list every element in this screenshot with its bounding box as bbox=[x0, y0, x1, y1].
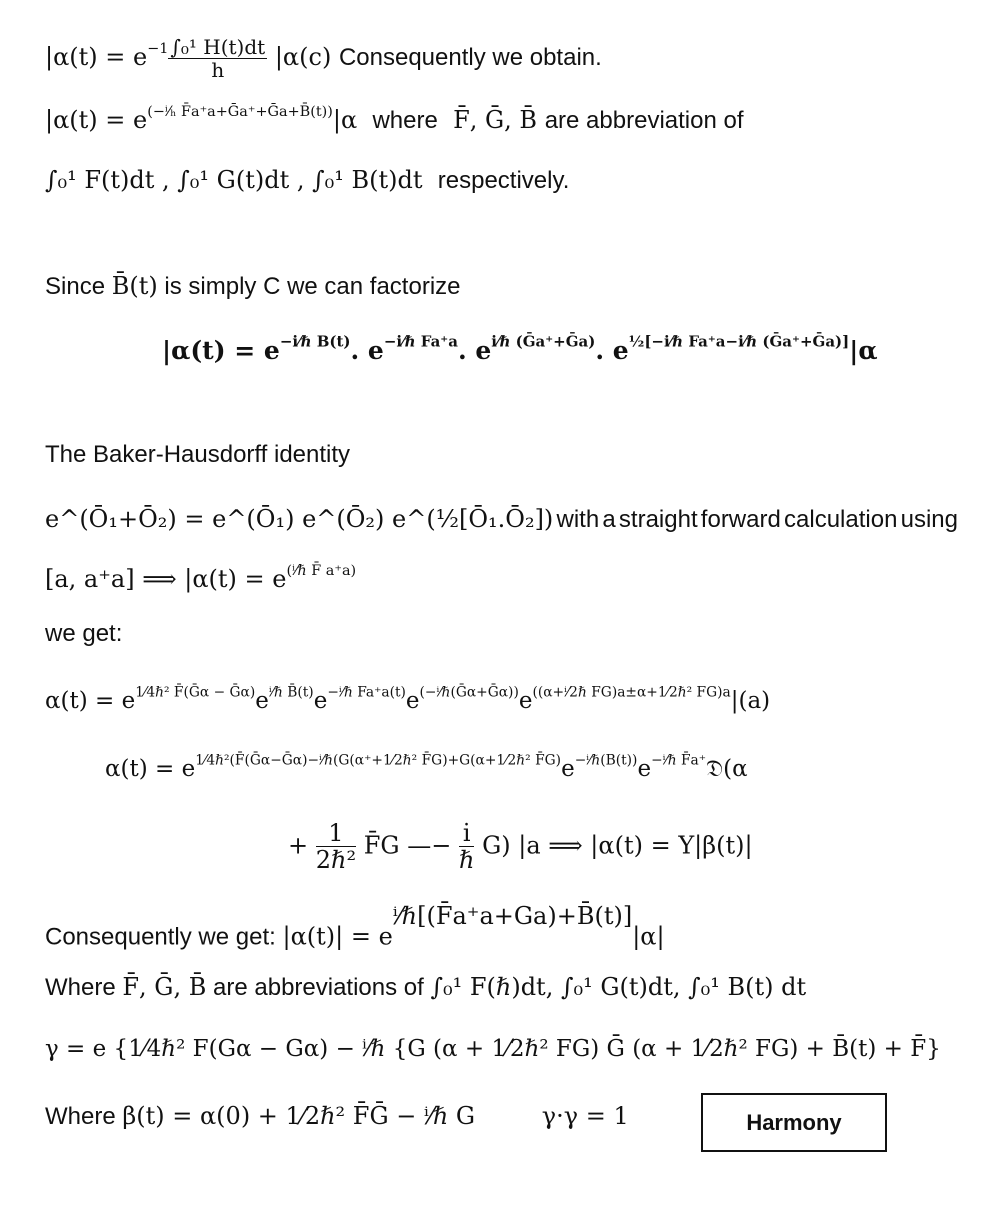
math: e bbox=[313, 688, 328, 714]
symbols: F̄, Ḡ, B̄ bbox=[453, 106, 538, 134]
math: . e bbox=[350, 336, 384, 365]
equation-line-12 bbox=[288, 820, 753, 874]
equation-line-16 bbox=[45, 1104, 629, 1129]
equation-line-7 bbox=[45, 505, 958, 534]
exponent: 1⁄4ℏ²(F̄(Ḡα−Ḡα)−ⁱ⁄ℏ(G(α⁺+1⁄2ℏ² F̄G)+G(α+1⁄2ℏ² F̄G) bbox=[195, 752, 562, 769]
math: |(a) bbox=[730, 688, 771, 714]
math: α(t) = e bbox=[105, 756, 196, 782]
math: |α bbox=[849, 336, 878, 365]
math: 𝔇(α bbox=[706, 756, 748, 782]
text: Consequently we get: bbox=[45, 923, 276, 951]
math: [a, a⁺a] ⟹ |α(t) = e bbox=[45, 565, 287, 593]
math: e bbox=[637, 756, 652, 782]
text-line-4 bbox=[45, 274, 461, 299]
equation-line-2 bbox=[45, 103, 744, 134]
numerator: ∫₀¹ H(t)dt bbox=[170, 35, 266, 59]
exponent: ((α+ⁱ⁄2ℏ FG)a±α+1⁄2ℏ² FG)a bbox=[532, 684, 731, 701]
text-line-6 bbox=[45, 443, 350, 467]
math: |α(c) bbox=[274, 43, 332, 71]
equation-line-10 bbox=[45, 684, 771, 714]
equation-line-8 bbox=[45, 562, 357, 593]
exponent: (−ⁱ⁄ₕ F̄a⁺a+Ḡa⁺+Ḡa+B̄(t)) bbox=[147, 103, 333, 120]
text: Since bbox=[45, 273, 106, 300]
math: F̄G —− bbox=[363, 831, 459, 860]
exponent: −i⁄ℏ Fa⁺a bbox=[383, 332, 458, 351]
math: γ = e {1⁄4ℏ² F(Gα − Gα) − ⁱ⁄ℏ {G (α + 1⁄2ℏ² FG) Ḡ (α + 1⁄2ℏ² FG) + B̄(t) + F̄} bbox=[45, 1036, 941, 1062]
denominator: 2ℏ² bbox=[315, 846, 357, 875]
denominator: ℏ bbox=[458, 846, 475, 875]
math: . e bbox=[457, 336, 492, 365]
exponent: 1⁄4ℏ² F̄(Ḡα − Ḡα) bbox=[135, 684, 256, 701]
exponent: (ⁱ⁄ℏ F̄ a⁺a) bbox=[286, 562, 357, 579]
fraction bbox=[168, 36, 267, 81]
math: |α(t) = e bbox=[45, 106, 148, 134]
math: |α bbox=[332, 106, 358, 134]
math: G) |a ⟹ |α(t) = Υ|β(t)| bbox=[482, 831, 753, 860]
word: a bbox=[602, 506, 616, 533]
harmony-label: Harmony bbox=[746, 1109, 842, 1135]
word: using bbox=[900, 506, 958, 533]
numerator: 1 bbox=[316, 820, 356, 847]
text: Consequently we obtain. bbox=[338, 44, 602, 71]
math: |α(t) = e bbox=[162, 336, 280, 365]
math: . e bbox=[595, 336, 629, 365]
word: forward bbox=[700, 506, 781, 533]
math: α(t) = e bbox=[45, 688, 136, 714]
text: Where bbox=[45, 974, 116, 1001]
text: where bbox=[372, 107, 438, 134]
fraction bbox=[316, 820, 356, 874]
equation-line-14 bbox=[45, 975, 806, 1000]
math: e bbox=[405, 688, 420, 714]
text: is simply C we can factorize bbox=[164, 273, 461, 300]
text-line-9 bbox=[45, 622, 122, 646]
text: The Baker-Hausdorff identity bbox=[45, 441, 351, 468]
math: e bbox=[255, 688, 269, 714]
math: ∫₀¹ F(ℏ)dt, ∫₀¹ G(t)dt, ∫₀¹ B(t) dt bbox=[430, 973, 807, 1001]
math: |α| bbox=[632, 922, 665, 951]
exponent: ½[−i⁄ℏ Fa⁺a−i⁄ℏ (Ḡa⁺+Ḡa)] bbox=[628, 332, 850, 351]
word: calculation bbox=[784, 506, 898, 533]
text: are abbreviation of bbox=[544, 107, 744, 134]
exponent: (−ⁱ⁄ℏ(Ḡα+Ḡα)) bbox=[419, 684, 519, 701]
math: γ·γ = 1 bbox=[541, 1102, 629, 1130]
word: with bbox=[556, 506, 600, 533]
math: e bbox=[561, 756, 575, 782]
exponent: i⁄ℏ (Ḡa⁺+Ḡa) bbox=[491, 332, 596, 351]
denominator: h bbox=[211, 58, 225, 82]
text: are abbreviations of bbox=[213, 974, 424, 1001]
word: straight bbox=[618, 506, 698, 533]
math: |α(t)| = e bbox=[282, 922, 393, 951]
text: Where bbox=[45, 1103, 116, 1130]
exponent: ⁱ⁄ℏ B̄(t) bbox=[268, 684, 314, 701]
exponent: −ⁱ⁄ℏ Fa⁺a(t) bbox=[327, 684, 406, 701]
numerator: i bbox=[459, 820, 474, 847]
math: ∫₀¹ F(t)dt , ∫₀¹ G(t)dt , ∫₀¹ B(t)dt bbox=[45, 166, 423, 194]
exponent: −ⁱ⁄ℏ F̄a⁺ bbox=[651, 752, 707, 769]
math: |α(t) = e bbox=[45, 43, 148, 71]
harmony-box bbox=[701, 1093, 887, 1152]
equation-line-13 bbox=[45, 902, 665, 951]
symbols: F̄, Ḡ, B̄ bbox=[122, 973, 207, 1001]
math: B̄(t) bbox=[111, 272, 158, 300]
exponent: ⁱ⁄ℏ[(F̄a⁺a+Ga)+B̄(t)] bbox=[392, 902, 633, 930]
equation-line-5 bbox=[162, 332, 878, 365]
exponent: −1 bbox=[147, 40, 169, 57]
equation-line-11 bbox=[105, 752, 748, 782]
text: we get: bbox=[45, 620, 123, 647]
text: respectively. bbox=[437, 167, 570, 194]
equation-line-1 bbox=[45, 36, 602, 81]
fraction bbox=[459, 820, 474, 874]
equation-line-15 bbox=[45, 1038, 941, 1061]
math: + bbox=[288, 831, 309, 860]
exponent: −ⁱ⁄ℏ(B(t)) bbox=[574, 752, 638, 769]
exponent: −i⁄ℏ B(t) bbox=[279, 332, 351, 351]
equation-line-3 bbox=[45, 168, 569, 193]
math: β(t) = α(0) + 1⁄2ℏ² F̄Ḡ − ⁱ⁄ℏ G bbox=[122, 1102, 476, 1130]
math: e^(Ō₁+Ō₂) = e^(Ō₁) e^(Ō₂) e^(½[Ō₁.Ō₂]) bbox=[45, 505, 554, 533]
math: e bbox=[518, 688, 533, 714]
